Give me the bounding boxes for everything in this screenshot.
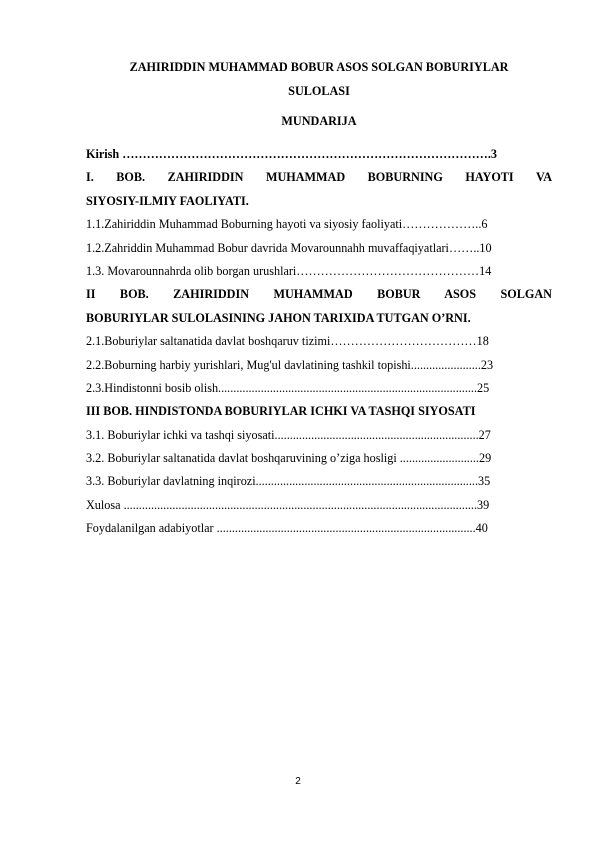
title-line-2: SULOLASI — [288, 84, 350, 98]
page-number: 2 — [295, 776, 301, 787]
table-of-contents — [86, 143, 552, 541]
toc-entry: 3.1. Boburiylar ichki va tashqi siyosati...................................................................27 — [86, 427, 491, 442]
toc-entry: II BOB. ZAHIRIDDIN MUHAMMAD BOBUR ASOS SOLGAN — [86, 287, 552, 302]
toc-entry: 2.2.Boburning harbiy yurishlari, Mug'ul davlatining tashkil topishi.......................23 — [86, 357, 494, 372]
toc-entry: Kirish ……………………………………………………………………………….3 — [86, 147, 497, 161]
toc-entry: 2.3.Hindistonni bosib olish.....................................................................................25 — [86, 380, 490, 395]
document-title — [86, 55, 552, 103]
toc-entry: BOBURIYLAR SULOLASINING JAHON TARIXIDA TUTGAN O’RNI. — [86, 310, 471, 325]
toc-entry: Foydalanilgan adabiyotlar .....................................................................................40 — [86, 521, 488, 536]
toc-entry: 3.3. Boburiylar davlatning inqirozi.........................................................................35 — [86, 474, 491, 489]
toc-entry: I. BOB. ZAHIRIDDIN MUHAMMAD BOBURNING HAYOTI VA — [86, 170, 552, 185]
toc-entry: Xulosa ....................................................................................................................39 — [86, 497, 490, 512]
toc-entry: 1.3. Movarounnahrda olib borgan urushlari………………………………………14 — [86, 263, 492, 278]
toc-entry: 1.2.Zahriddin Muhammad Bobur davrida Movarounnahh muvaffaqiyatlari……..10 — [86, 240, 492, 255]
toc-entry: III BOB. HINDISTONDA BOBURIYLAR ICHKI VA TASHQI SIYOSATI — [86, 404, 476, 419]
toc-entry: 3.2. Boburiylar saltanatida davlat boshqaruvining o’ziga hosligi ..........................29 — [86, 451, 492, 466]
toc-entry: 1.1.Zahiriddin Muhammad Boburning hayoti va siyosiy faoliyati………………..6 — [86, 217, 488, 232]
title-line-1: ZAHIRIDDIN MUHAMMAD BOBUR ASOS SOLGAN BOBURIYLAR — [129, 60, 509, 74]
toc-entry: 2.1.Boburiylar saltanatida davlat boshqaruv tizimi………………………………18 — [86, 334, 489, 349]
contents-heading: MUNDARIJA — [281, 114, 357, 128]
toc-entry: SIYOSIY-ILMIY FAOLIYATI. — [86, 193, 249, 208]
